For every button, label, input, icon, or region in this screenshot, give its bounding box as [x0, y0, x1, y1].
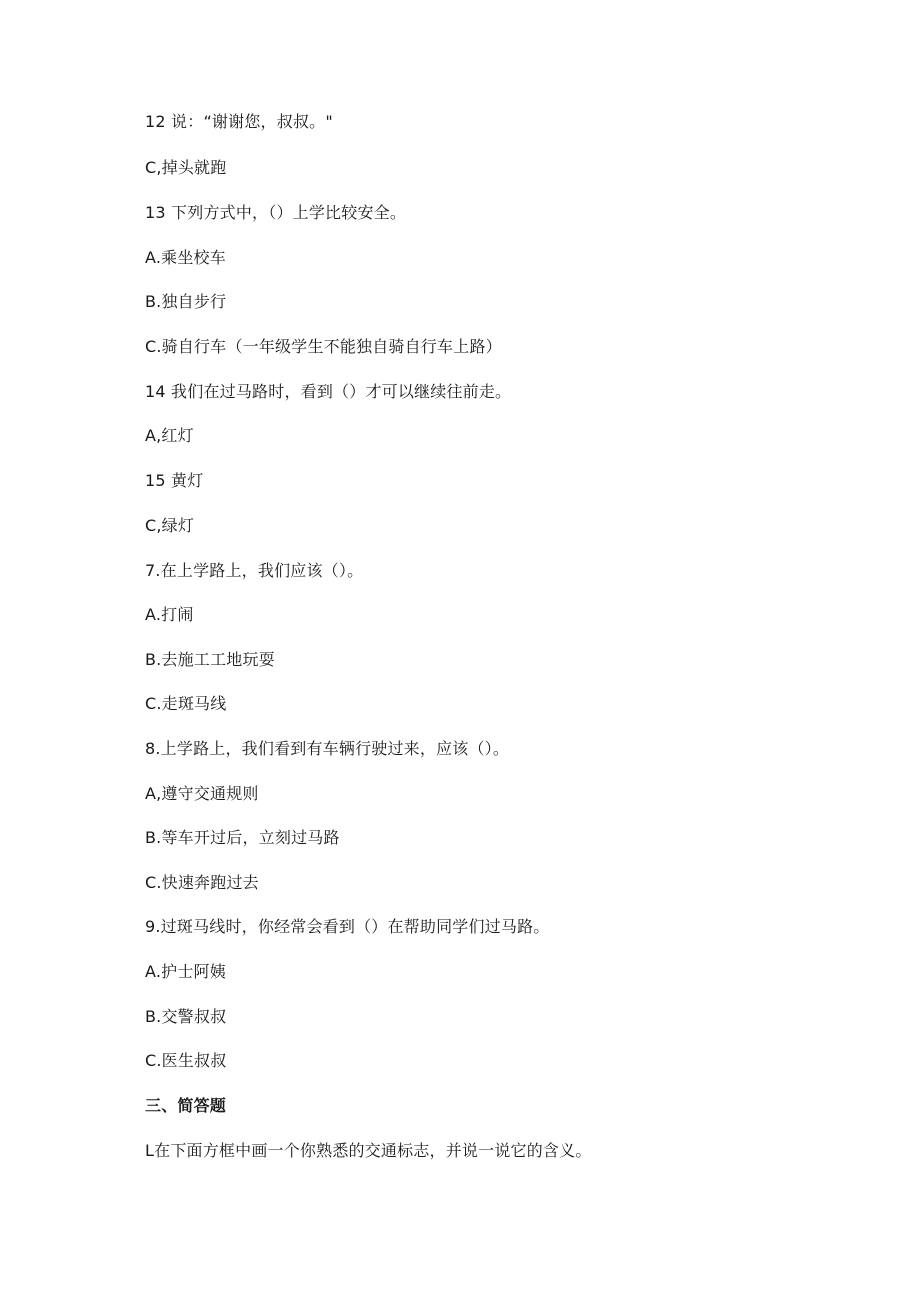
question-12-text: 12 说：“谢谢您，叔叔。"	[145, 112, 333, 131]
option-a-text: A,遵守交通规则	[145, 784, 259, 803]
question-15-text: 15 黄灯	[145, 471, 204, 490]
option-c-text: C.走斑马线	[145, 694, 227, 713]
question-9-text: 9.过斑马线时，你经常会看到（）在帮助同学们过马路。	[145, 917, 550, 936]
option-b-text: B.独自步行	[145, 292, 227, 311]
option-a-text: A.护士阿姨	[145, 962, 226, 981]
option-c-text: C.医生叔叔	[145, 1051, 227, 1070]
option-b-text: B.等车开过后，立刻过马路	[145, 828, 340, 847]
option-b-text: B.交警叔叔	[145, 1007, 227, 1026]
option-c-text: C.骑自行车（一年级学生不能独自骑自行车上路）	[145, 337, 502, 356]
option-a-text: A,红灯	[145, 426, 194, 445]
section-heading: 三、简答题	[145, 1096, 227, 1115]
question-14-text: 14 我们在过马路时，看到（）才可以继续往前走。	[145, 382, 512, 401]
question-7-text: 7.在上学路上，我们应该（）。	[145, 561, 364, 580]
option-c-text: C,掉头就跑	[145, 158, 227, 177]
short-answer-question-1: L在下面方框中画一个你熟悉的交通标志，并说一说它的含义。	[145, 1141, 592, 1160]
option-b-text: B.去施工工地玩耍	[145, 650, 275, 669]
option-a-text: A.打闹	[145, 605, 194, 624]
option-c-text: C.快速奔跑过去	[145, 873, 259, 892]
question-8-text: 8.上学路上，我们看到有车辆行驶过来，应该（）。	[145, 739, 510, 758]
option-a-text: A.乘坐校车	[145, 248, 226, 267]
option-c-text: C,绿灯	[145, 516, 195, 535]
question-13-text: 13 下列方式中，（）上学比较安全。	[145, 203, 407, 222]
